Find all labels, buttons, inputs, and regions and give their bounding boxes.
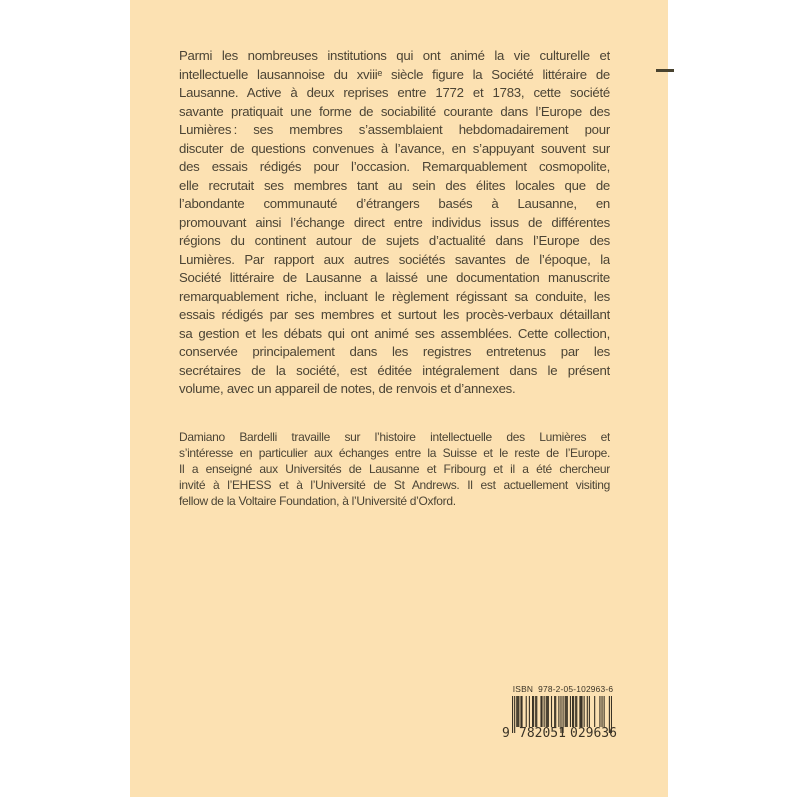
synopsis-line: Lumières : ses membres s’assemblaient hebdomadairement pour	[179, 122, 610, 137]
author-bio-paragraph	[179, 429, 610, 509]
barcode-digits-right: 029636	[570, 726, 617, 741]
bio-line: Il a enseigné aux Universités de Lausanne et Fribourg et il a été chercheur	[179, 462, 610, 477]
bio-line: invité à l’EHESS et à l’Université de St Andrews. Il est actuellement visiting	[179, 478, 610, 493]
barcode-digit-first: 9	[502, 726, 510, 741]
synopsis-line: Lumières. Par rapport aux autres sociétés savantes de l’époque, la	[179, 251, 610, 267]
synopsis-line: volume, avec un appareil de notes, de renvois et d’annexes.	[179, 381, 516, 396]
synopsis-line: sa gestion et les débats qui ont animé ses assemblées. Cette collection,	[179, 325, 610, 341]
synopsis-line: essais rédigés par ses membres et surtout les procès-verbaux détaillant	[179, 307, 610, 322]
synopsis-line: promouvant ainsi l’échange direct entre individus issus de différentes	[179, 214, 610, 230]
synopsis-line: intellectuelle lausannoise du xviiiᵉ siècle figure la Société littéraire de	[179, 66, 610, 82]
synopsis-line: Lausanne. Active à deux reprises entre 1772 et 1783, cette société	[179, 85, 610, 100]
bio-line: s’intéresse en particulier aux échanges entre la Suisse et le reste de l’Europe.	[179, 446, 610, 461]
synopsis-line: remarquablement riche, incluant le règlement régissant sa conduite, les	[179, 288, 610, 304]
synopsis-line: elle recrutait ses membres tant au sein des élites locales que de	[179, 177, 610, 193]
synopsis-line: conservée principalement dans les registres entretenus par les	[179, 344, 610, 359]
synopsis-line: des essais rédigés pour l’occasion. Remarquablement cosmopolite,	[179, 159, 610, 174]
synopsis-line: secrétaires de la société, est éditée intégralement dans le présent	[179, 362, 610, 378]
isbn-barcode-block	[502, 684, 626, 746]
synopsis-line: Parmi les nombreuses institutions qui ont animé la vie culturelle et	[179, 48, 610, 63]
bio-line: Damiano Bardelli travaille sur l’histoire intellectuelle des Lumières et	[179, 430, 610, 444]
synopsis-paragraph	[179, 47, 610, 399]
isbn-line	[512, 684, 614, 694]
synopsis-line: Société littéraire de Lausanne a laissé une documentation manuscrite	[179, 270, 610, 285]
isbn-number: 978-2-05-102963-6	[538, 684, 614, 694]
barcode-digits-left: 782051	[519, 726, 566, 741]
synopsis-line: régions du continent autour de sujets d’actualité dans l’Europe des	[179, 233, 610, 248]
bio-line: fellow de la Voltaire Foundation, à l’Université d’Oxford.	[179, 494, 456, 509]
isbn-label: ISBN	[512, 684, 534, 694]
edge-crop-mark	[656, 69, 674, 72]
synopsis-line: savante pratiquait une forme de sociabilité courante dans l’Europe des	[179, 103, 610, 119]
book-back-cover	[130, 0, 668, 797]
synopsis-line: l’abondante communauté d’étrangers basés à Lausanne, en	[179, 196, 610, 211]
synopsis-line: discuter de questions convenues à l’avance, en s’appuyant souvent sur	[179, 140, 610, 156]
